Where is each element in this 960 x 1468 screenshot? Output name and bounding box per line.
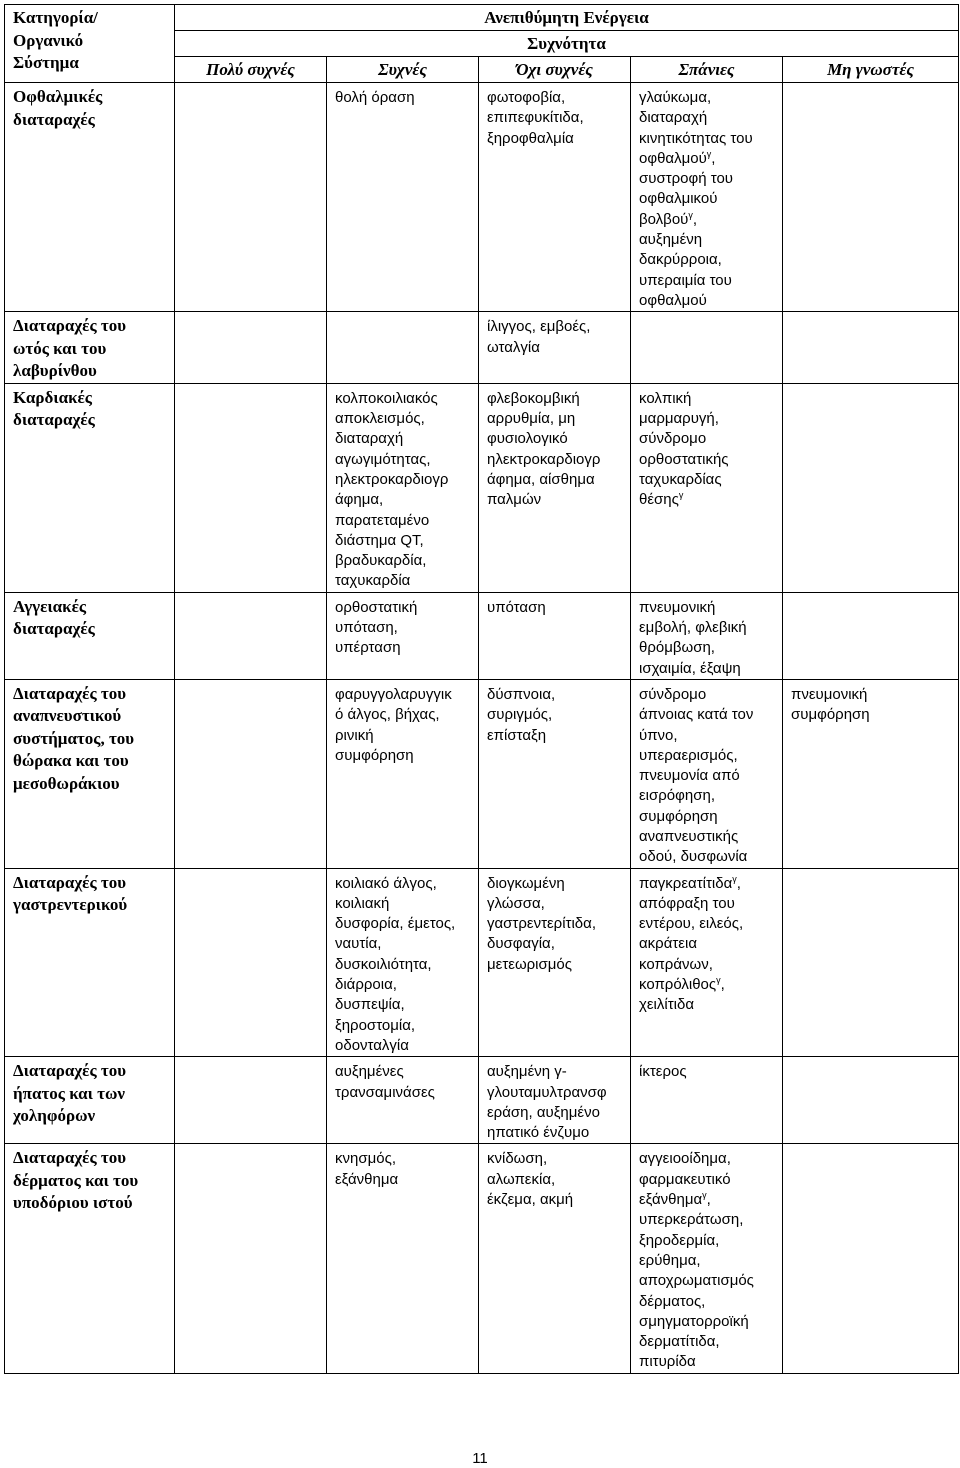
cell-unknown: [783, 868, 959, 1057]
cell-very-common: [175, 83, 327, 312]
cell-very-common: [175, 1057, 327, 1144]
cell-uncommon: υπόταση: [479, 592, 631, 679]
cell-uncommon: ίλιγγος, εμβοές, ωταλγία: [479, 312, 631, 384]
cell-very-common: [175, 1144, 327, 1373]
row-category: Διαταραχές του δέρματος και του υποδόριου ιστού: [5, 1144, 175, 1373]
cell-common: κοιλιακό άλγος, κοιλιακή δυσφορία, έμετος, ναυτία, δυσκοιλιότητα, διάρροια, δυσπεψία, ξηροστομία, οδονταλγία: [327, 868, 479, 1057]
adverse-reactions-table: [4, 4, 959, 1374]
category-column-header: Κατηγορία/ Οργανικό Σύστημα: [5, 5, 175, 83]
row-category: Οφθαλμικές διαταραχές: [5, 83, 175, 312]
row-category: Διαταραχές του ωτός και του λαβυρίνθου: [5, 312, 175, 384]
cell-rare: γλαύκωμα, διαταραχή κινητικότητας του οφθαλμού$^\gamma$, συστροφή του οφθαλμικού βολβού$^\gamma$, αυξημένη δακρύρροια, υπεραιμία του οφθαλμού: [631, 83, 783, 312]
cell-unknown: [783, 312, 959, 384]
cell-uncommon: κνίδωση, αλωπεκία, έκζεμα, ακμή: [479, 1144, 631, 1373]
freq-rare: Σπάνιες: [631, 57, 783, 83]
row-category: Διαταραχές του γαστρεντερικού: [5, 868, 175, 1057]
table-row: [5, 83, 959, 312]
table-row: [5, 1144, 959, 1373]
cell-uncommon: διογκωμένη γλώσσα, γαστρεντερίτιδα, δυσφαγία, μετεωρισμός: [479, 868, 631, 1057]
cell-common: κνησμός, εξάνθημα: [327, 1144, 479, 1373]
cell-unknown: [783, 1144, 959, 1373]
cell-rare: κολπική μαρμαρυγή, σύνδρομο ορθοστατικής ταχυκαρδίας θέσης$^\gamma$: [631, 383, 783, 592]
cell-uncommon: φωτοφοβία, επιπεφυκίτιδα, ξηροφθαλμία: [479, 83, 631, 312]
cell-unknown: [783, 83, 959, 312]
cell-uncommon: φλεβοκομβική αρρυθμία, μη φυσιολογικό ηλεκτροκαρδιογρ άφημα, αίσθημα παλμών: [479, 383, 631, 592]
cell-unknown: [783, 1057, 959, 1144]
cell-common: φαρυγγολαρυγγικ ό άλγος, βήχας, ρινική συμφόρηση: [327, 679, 479, 868]
cell-rare: ίκτερος: [631, 1057, 783, 1144]
cell-uncommon: δύσπνοια, συριγμός, επίσταξη: [479, 679, 631, 868]
cell-common: αυξημένες τρανσαμινάσες: [327, 1057, 479, 1144]
cell-very-common: [175, 679, 327, 868]
cell-rare: πνευμονική εμβολή, φλεβική θρόμβωση, ισχαιμία, έξαψη: [631, 592, 783, 679]
table-row: [5, 312, 959, 384]
cell-common: [327, 312, 479, 384]
freq-common: Συχνές: [327, 57, 479, 83]
cell-very-common: [175, 592, 327, 679]
cell-rare: αγγειοοίδημα, φαρμακευτικό εξάνθημα$^\gamma$, υπερκεράτωση, ξηροδερμία, ερύθημα, αποχρωματισμός δέρματος, σμηγματορροϊκή δερματίτιδα, πιτυρίδα: [631, 1144, 783, 1373]
cell-common: κολποκοιλιακός αποκλεισμός, διαταραχή αγωγιμότητας, ηλεκτροκαρδιογρ άφημα, παρατεταμένο διάστημα QT, βραδυκαρδία, ταχυκαρδία: [327, 383, 479, 592]
cell-common: θολή όραση: [327, 83, 479, 312]
row-category: Διαταραχές του ήπατος και των χοληφόρων: [5, 1057, 175, 1144]
page-number: 11: [472, 1450, 488, 1467]
cell-rare: παγκρεατίτιδα$^\gamma$, απόφραξη του εντέρου, ειλεός, ακράτεια κοπράνων, κοπρόλιθος$^\gamma$, χειλίτιδα: [631, 868, 783, 1057]
cell-very-common: [175, 868, 327, 1057]
cell-unknown: [783, 383, 959, 592]
freq-unknown: Μη γνωστές: [783, 57, 959, 83]
cell-very-common: [175, 312, 327, 384]
table-row: [5, 1057, 959, 1144]
cell-very-common: [175, 383, 327, 592]
table-row: [5, 679, 959, 868]
freq-uncommon: Όχι συχνές: [479, 57, 631, 83]
cell-uncommon: αυξημένη γ- γλουταμυλτρανσφ εράση, αυξημένο ηπατικό ένζυμο: [479, 1057, 631, 1144]
row-category: Αγγειακές διαταραχές: [5, 592, 175, 679]
cell-unknown: [783, 592, 959, 679]
frequency-header: Συχνότητα: [175, 31, 959, 57]
cell-common: ορθοστατική υπόταση, υπέρταση: [327, 592, 479, 679]
row-category: Διαταραχές του αναπνευστικού συστήματος, του θώρακα και του μεσοθωράκιου: [5, 679, 175, 868]
table-row: [5, 868, 959, 1057]
row-category: Καρδιακές διαταραχές: [5, 383, 175, 592]
freq-very-common: Πολύ συχνές: [175, 57, 327, 83]
cell-unknown: πνευμονική συμφόρηση: [783, 679, 959, 868]
cell-rare: [631, 312, 783, 384]
table-title: Ανεπιθύμητη Ενέργεια: [175, 5, 959, 31]
table-row: [5, 592, 959, 679]
cell-rare: σύνδρομο άπνοιας κατά τον ύπνο, υπεραερισμός, πνευμονία από εισρόφηση, συμφόρηση αναπνευστικής οδού, δυσφωνία: [631, 679, 783, 868]
table-row: [5, 383, 959, 592]
